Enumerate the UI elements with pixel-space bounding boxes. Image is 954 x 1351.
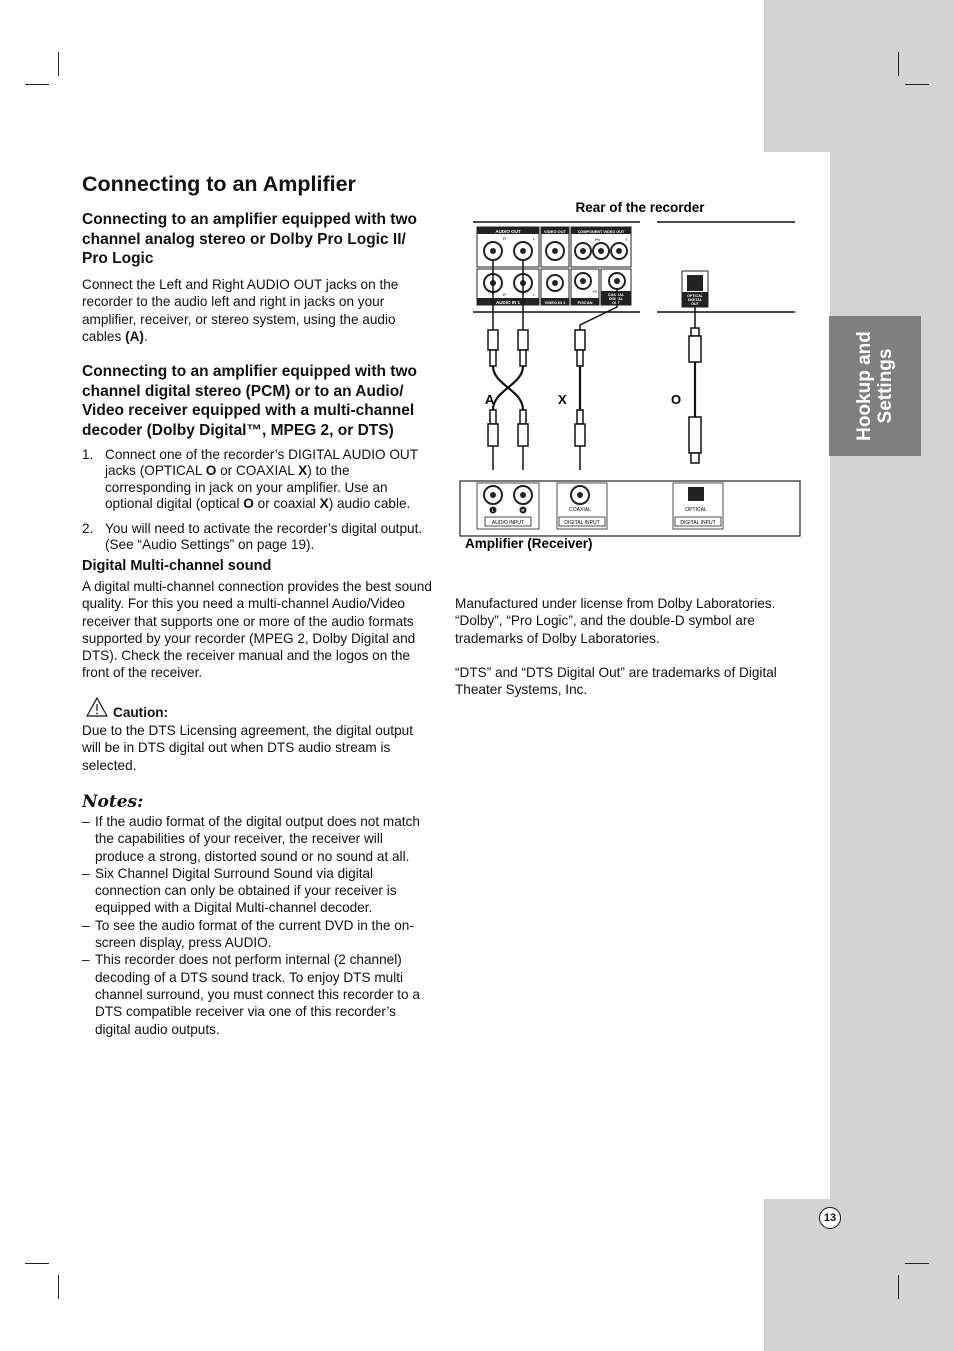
side-band-middle (830, 152, 954, 1199)
section-tab (829, 316, 921, 456)
amp-digital-input-label: DIGITAL INPUT (564, 520, 600, 526)
rec-r-label: R (503, 236, 506, 241)
note-item: – Six Channel Digital Surround Sound via digital connection can only be obtained if your receiver is equipped with a Digital Multi-channel decoder. (82, 865, 432, 917)
rec-l-label: L (533, 236, 536, 241)
rec-y-label: Y (625, 237, 628, 242)
connection-diagram (455, 195, 805, 555)
component-out-label: COMPONENT VIDEO OUT (577, 230, 625, 234)
cable-o (689, 307, 701, 463)
section1-body: Connect the Left and Right AUDIO OUT jacks on the recorder to the audio left and right in jacks on your amplifier, receiver, or stereo system, using the audio cables (A). (82, 277, 399, 344)
amp-digital-input-label-2: DIGITAL INPUT (680, 520, 716, 526)
amplifier-label: Amplifier (Receiver) (465, 536, 593, 551)
dts-trademark: “DTS” and “DTS Digital Out” are trademarks of Digital Theater Systems, Inc. (455, 665, 777, 698)
amp-optical-label: OPTICAL (685, 507, 707, 513)
cable-a-label: A (485, 392, 495, 407)
caution-label: Caution: (113, 705, 169, 720)
audio-out-label: AUDIO OUT (495, 229, 521, 234)
section-tab-line1: Hookup and (854, 331, 875, 441)
section2-steps (82, 447, 434, 561)
note-item: – This recorder does not perform internal (2 channel) decoding of a DTS sound track. To enjoy DTS multi channel surround, you must connect this recorder to a DTS compatible receiver via one of this recorder’s digital audio outputs. (82, 951, 432, 1037)
amp-r-label: R (521, 507, 525, 513)
note-item: – If the audio format of the digital output does not match the capabilities of your receiver, the receiver will produce a strong, distorted sound or no sound at all. (82, 813, 432, 865)
notes-list (82, 813, 432, 1038)
caution-body: Due to the DTS Licensing agreement, the digital output will be in DTS digital out when DTS audio stream is selected. (82, 723, 413, 773)
rear-of-recorder-label: Rear of the recorder (575, 200, 705, 215)
svg-text:OUT: OUT (691, 302, 699, 306)
rec-coaxial-label: COAXIAL (607, 293, 625, 297)
video-out-label: VIDEO OUT (543, 229, 567, 234)
step-2: 2. You will need to activate the recorder’s digital output. (See “Audio Settings” on page 19). (82, 520, 423, 553)
page-number: 13 (819, 1207, 841, 1229)
recorder-jack-panel (477, 227, 708, 307)
rec-optical-label: OPTICAL (687, 294, 703, 298)
side-band-bottom (764, 1199, 954, 1351)
pscan-label: P/SCAN (577, 300, 593, 305)
page-title: Connecting to an Amplifier (82, 172, 356, 196)
amplifier-panel (460, 481, 800, 536)
section-tab-label (854, 331, 896, 441)
amp-audio-input-label: AUDIO INPUT (491, 520, 525, 526)
section-tab-line2: Settings (875, 348, 896, 424)
rec-r-label-2: R (503, 292, 506, 297)
notes-title: Notes: (82, 792, 144, 812)
side-band-top (764, 0, 954, 152)
section2-heading: Connecting to an amplifier equipped with two channel digital stereo (PCM) or to an Audio/ Video receiver equipped with a multi-channel decoder (Dolby Digital™, MPEG 2, or DTS) (82, 363, 417, 439)
video-in-label: VIDEO IN 1 (544, 300, 566, 305)
rec-pb-label: Pb (595, 237, 600, 242)
cable-o-label: O (671, 392, 682, 407)
note-item: – To see the audio format of the current DVD in the on-screen display, press AUDIO. (82, 917, 432, 952)
section3-heading: Digital Multi-channel sound (82, 558, 272, 574)
svg-text:DIGITAL: DIGITAL (608, 297, 624, 301)
svg-text:OUT: OUT (612, 301, 620, 305)
section3-body: A digital multi-channel connection provides the best sound quality. For this you need a multi-channel Audio/Video receiver that supports one or more of the audio formats supported by your recorder (MPEG 2, Dolby Digital and DTS). Check the receiver manual and the logos on the front of the receiver. (82, 579, 432, 681)
rec-pr-label: Pr (593, 289, 597, 294)
cable-x (575, 290, 617, 470)
warning-icon (86, 696, 108, 718)
audio-in-label: AUDIO IN 1 (495, 300, 521, 305)
svg-text:DIGITAL: DIGITAL (687, 298, 703, 302)
dolby-trademark: Manufactured under license from Dolby Laboratories. “Dolby”, “Pro Logic”, and the double-D symbol are trademarks of Dolby Laboratories. (455, 596, 776, 646)
rec-l-label-2: L (533, 292, 536, 297)
cable-x-label: X (558, 392, 567, 407)
step-1: 1. Connect one of the recorder’s DIGITAL AUDIO OUT jacks (OPTICAL O or COAXIAL X) to the corresponding in jack on your amplifier. Use an optional digital (optical O or coaxial X) audio cable. (82, 447, 418, 512)
section1-heading: Connecting to an amplifier equipped with two channel analog stereo or Dolby Pro Logic II/ Pro Logic (82, 211, 417, 267)
amp-l-label: L (491, 507, 495, 513)
amp-coaxial-label: COAXIAL (569, 507, 591, 513)
